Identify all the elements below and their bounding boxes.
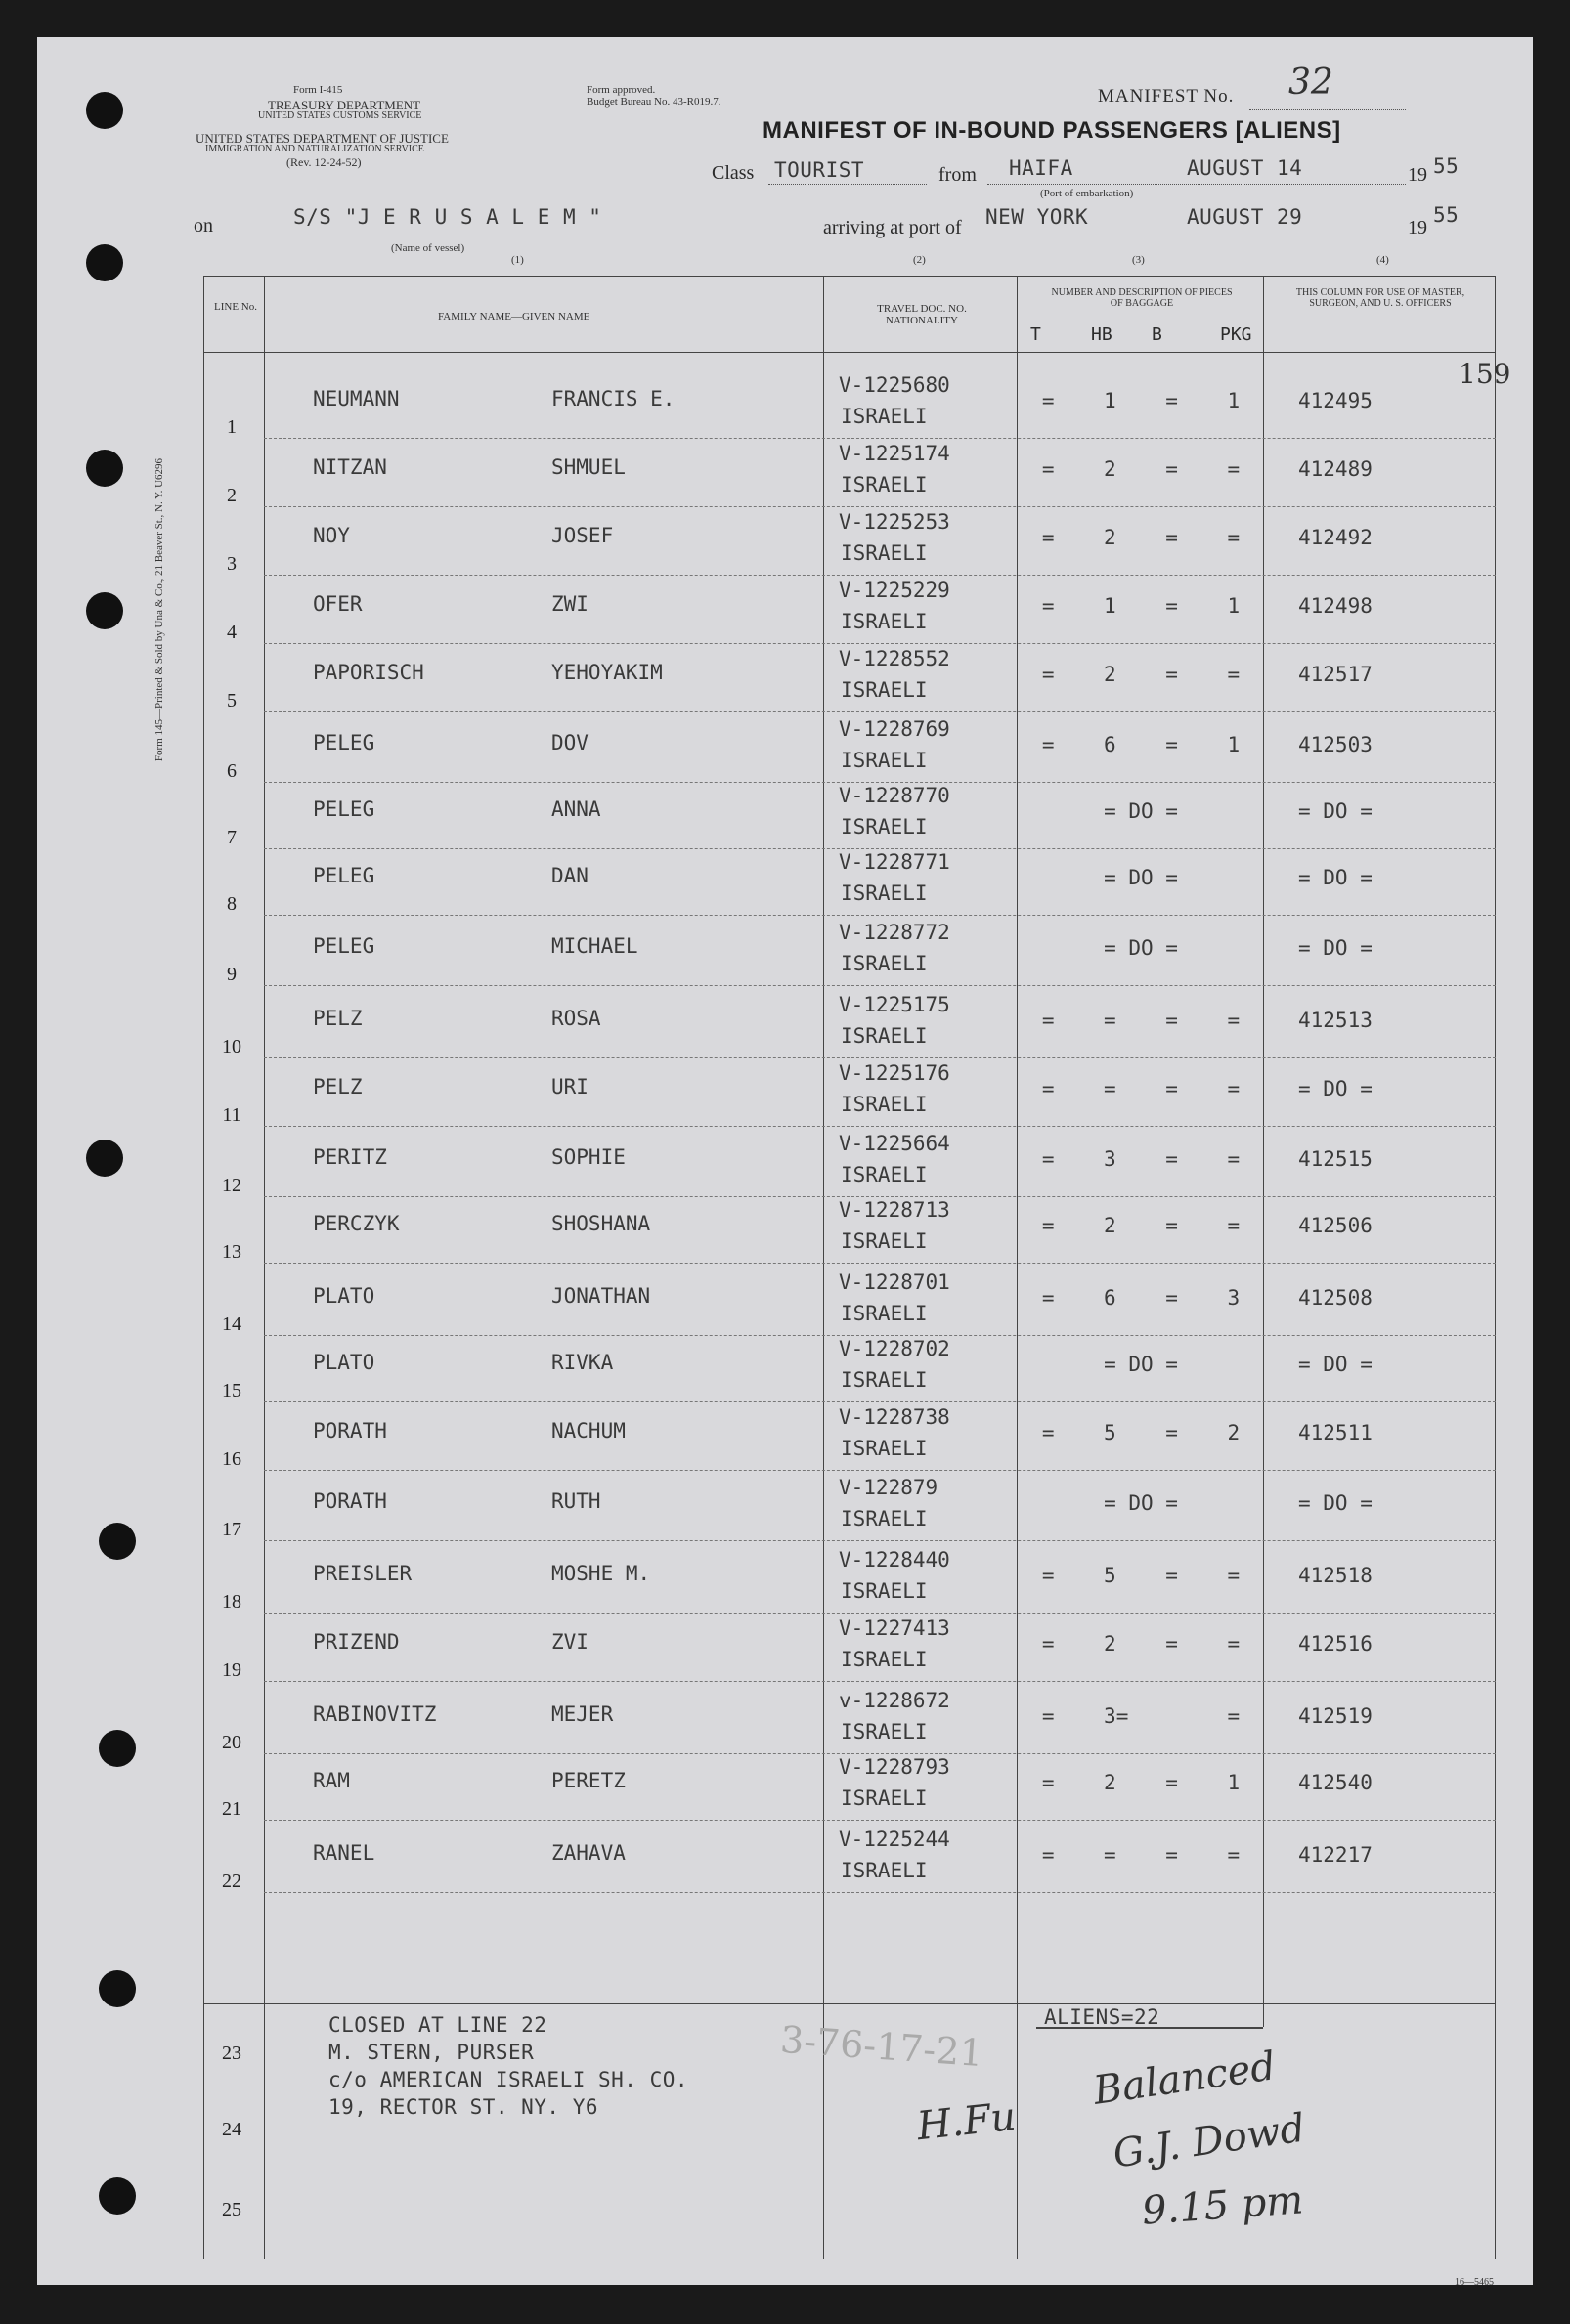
ins-service: IMMIGRATION AND NATURALIZATION SERVICE xyxy=(205,144,424,154)
col-num-1: (1) xyxy=(511,254,524,266)
family-name: PELEG xyxy=(313,797,375,821)
family-name: PAPORISCH xyxy=(313,661,424,684)
closing-line-3: c/o AMERICAN ISRAELI SH. CO. xyxy=(328,2068,689,2091)
arrival-port: NEW YORK xyxy=(985,205,1089,229)
closing-line-1: CLOSED AT LINE 22 xyxy=(328,2013,547,2037)
nationality: ISRAELI xyxy=(841,1229,928,1253)
given-name: MOSHE M. xyxy=(551,1562,651,1585)
nationality: ISRAELI xyxy=(841,473,928,496)
family-name: PLATO xyxy=(313,1284,375,1308)
signature-time: 9.15 pm xyxy=(1140,2177,1305,2234)
officer-entry: 412495 xyxy=(1298,389,1373,412)
nationality: ISRAELI xyxy=(841,610,928,633)
travel-doc-no: V-1228713 xyxy=(839,1198,950,1222)
nationality: ISRAELI xyxy=(841,1579,928,1603)
nationality: ISRAELI xyxy=(841,1163,928,1186)
vessel-caption: (Name of vessel) xyxy=(391,242,465,254)
baggage-pieces: = = = = xyxy=(1041,1009,1241,1032)
officer-entry: 412513 xyxy=(1298,1009,1373,1032)
signature-balanced: Balanced xyxy=(1090,2044,1279,2114)
baggage-sub-t: T xyxy=(1030,324,1041,345)
embarkation-date: AUGUST 14 xyxy=(1187,156,1303,180)
line-number: 22 xyxy=(222,1871,241,1892)
class-label: Class xyxy=(712,162,755,184)
line-number: 7 xyxy=(227,827,237,848)
travel-doc-no: V-1228738 xyxy=(839,1405,950,1429)
officer-entry: 412508 xyxy=(1298,1286,1373,1310)
given-name: YEHOYAKIM xyxy=(551,661,663,684)
travel-doc-no: V-1227413 xyxy=(839,1616,950,1640)
line-number: 10 xyxy=(222,1036,241,1057)
officer-entry: = DO = xyxy=(1298,936,1373,960)
given-name: ZWI xyxy=(551,592,589,616)
baggage-pieces: = 3 = = xyxy=(1041,1147,1241,1171)
given-name: DOV xyxy=(551,731,589,754)
manifest-no-value: 32 xyxy=(1288,63,1333,103)
travel-doc-no: V-1228552 xyxy=(839,647,950,670)
baggage-pieces: = 2 = = xyxy=(1041,1214,1241,1237)
family-name: NITZAN xyxy=(313,455,387,479)
given-name: RIVKA xyxy=(551,1351,614,1374)
binder-hole xyxy=(99,2177,136,2215)
given-name: JONATHAN xyxy=(551,1284,651,1308)
officer-entry: 412511 xyxy=(1298,1421,1373,1444)
travel-doc-no: V-1228701 xyxy=(839,1270,950,1294)
budget-bureau: Budget Bureau No. 43-R019.7. xyxy=(587,96,721,108)
family-name: PERCZYK xyxy=(313,1212,400,1235)
family-name: PELZ xyxy=(313,1007,363,1030)
given-name: FRANCIS E. xyxy=(551,387,676,410)
binder-hole xyxy=(86,92,123,129)
customs-service: UNITED STATES CUSTOMS SERVICE xyxy=(258,110,422,121)
line-number: 14 xyxy=(222,1313,241,1335)
arrival-year: 55 xyxy=(1433,203,1460,227)
officer-entry: 412516 xyxy=(1298,1632,1373,1656)
closing-line-2: M. STERN, PURSER xyxy=(328,2041,535,2064)
baggage-pieces: = 2 = 1 xyxy=(1041,1771,1241,1794)
nationality: ISRAELI xyxy=(841,815,928,839)
baggage-sub-pkg: PKG xyxy=(1220,324,1252,345)
vessel-name: S/S "J E R U S A L E M " xyxy=(293,205,602,229)
line-number: 19 xyxy=(222,1659,241,1681)
officer-entry: 412489 xyxy=(1298,457,1373,481)
travel-doc-no: V-1225680 xyxy=(839,373,950,397)
line-number: 17 xyxy=(222,1519,241,1540)
arrival-date: AUGUST 29 xyxy=(1187,205,1303,229)
line-number: 12 xyxy=(222,1175,241,1196)
travel-doc-no: V-1225229 xyxy=(839,579,950,602)
binder-hole xyxy=(86,1140,123,1177)
line-number-23: 23 xyxy=(222,2043,241,2064)
from-label: from xyxy=(938,164,977,186)
year-prefix: 19 xyxy=(1408,164,1427,186)
travel-doc-no: V-1225253 xyxy=(839,510,950,534)
port-embarkation-caption: (Port of embarkation) xyxy=(1040,188,1134,199)
baggage-pieces: = DO = xyxy=(1104,799,1178,823)
family-name: NOY xyxy=(313,524,350,547)
given-name: ZVI xyxy=(551,1630,589,1654)
form-revision: (Rev. 12-24-52) xyxy=(286,155,362,169)
nationality: ISRAELI xyxy=(841,1093,928,1116)
baggage-pieces: = 1 = 1 xyxy=(1041,594,1241,618)
baggage-sub-hb: HB xyxy=(1091,324,1112,345)
manifest-title: MANIFEST OF IN-BOUND PASSENGERS [ALIENS] xyxy=(763,117,1341,144)
family-name: PELEG xyxy=(313,731,375,754)
given-name: URI xyxy=(551,1075,589,1098)
baggage-pieces: = DO = xyxy=(1104,1353,1178,1376)
binder-hole xyxy=(86,244,123,281)
col-num-3: (3) xyxy=(1132,254,1145,266)
officer-entry: 412515 xyxy=(1298,1147,1373,1171)
given-name: DAN xyxy=(551,864,589,887)
form-approved: Form approved. xyxy=(587,84,656,96)
travel-doc-no: V-1228770 xyxy=(839,784,950,807)
line-number: 18 xyxy=(222,1591,241,1613)
nationality: ISRAELI xyxy=(841,1859,928,1882)
line-number-25: 25 xyxy=(222,2199,241,2220)
given-name: PERETZ xyxy=(551,1769,626,1792)
nationality: ISRAELI xyxy=(841,1507,928,1530)
line-number: 11 xyxy=(222,1104,241,1126)
binder-hole xyxy=(99,1523,136,1560)
line-number: 2 xyxy=(227,485,237,506)
officer-entry: = DO = xyxy=(1298,1353,1373,1376)
signature-initials: G.J. Dowd xyxy=(1110,2105,1308,2177)
header-line-no: LINE No. xyxy=(214,301,257,313)
nationality: ISRAELI xyxy=(841,1302,928,1325)
family-name: PORATH xyxy=(313,1489,387,1513)
baggage-pieces: = = = = xyxy=(1041,1843,1241,1867)
nationality: ISRAELI xyxy=(841,1024,928,1048)
baggage-sub-b: B xyxy=(1152,324,1162,345)
baggage-pieces: = = = = xyxy=(1041,1077,1241,1100)
line-number: 13 xyxy=(222,1241,241,1263)
nationality: ISRAELI xyxy=(841,1648,928,1671)
line-number: 6 xyxy=(227,760,237,782)
given-name: ANNA xyxy=(551,797,601,821)
family-name: RABINOVITZ xyxy=(313,1702,437,1726)
line-number-24: 24 xyxy=(222,2119,241,2140)
travel-doc-no: V-122879 xyxy=(839,1476,938,1499)
footer-code: 16—5465 xyxy=(1455,2277,1494,2288)
year-prefix-arrival: 19 xyxy=(1408,217,1427,238)
line-number: 15 xyxy=(222,1380,241,1401)
travel-doc-no: V-1225175 xyxy=(839,993,950,1016)
officer-entry: 412519 xyxy=(1298,1704,1373,1728)
given-name: SOPHIE xyxy=(551,1145,626,1169)
aliens-total: ALIENS=22 xyxy=(1044,2005,1160,2029)
manifest-page xyxy=(37,37,1533,2288)
officer-entry: = DO = xyxy=(1298,1077,1373,1100)
baggage-pieces: = 5 = 2 xyxy=(1041,1421,1241,1444)
baggage-pieces: = DO = xyxy=(1104,866,1178,889)
travel-doc-no: V-1228702 xyxy=(839,1337,950,1360)
nationality: ISRAELI xyxy=(841,882,928,905)
nationality: ISRAELI xyxy=(841,749,928,772)
family-name: PORATH xyxy=(313,1419,387,1442)
justice-dept: UNITED STATES DEPARTMENT OF JUSTICE xyxy=(196,131,449,146)
header-travel-doc: TRAVEL DOC. NO. NATIONALITY xyxy=(877,303,967,326)
nationality: ISRAELI xyxy=(841,1720,928,1743)
nationality: ISRAELI xyxy=(841,678,928,702)
nationality: ISRAELI xyxy=(841,1786,928,1810)
on-label: on xyxy=(194,215,213,237)
baggage-pieces: = 3= = xyxy=(1041,1704,1241,1728)
travel-doc-no: v-1228672 xyxy=(839,1689,950,1712)
family-name: PLATO xyxy=(313,1351,375,1374)
date-stamp: 3-76-17-21 xyxy=(778,2017,985,2076)
binder-hole xyxy=(99,1970,136,2007)
col-num-4: (4) xyxy=(1376,254,1389,266)
officer-entry: 412498 xyxy=(1298,594,1373,618)
travel-doc-no: V-1225664 xyxy=(839,1132,950,1155)
line-number: 8 xyxy=(227,893,237,915)
line-number: 3 xyxy=(227,553,237,575)
baggage-pieces: = 2 = = xyxy=(1041,663,1241,686)
family-name: PELEG xyxy=(313,864,375,887)
embarkation-year: 55 xyxy=(1433,154,1460,178)
margin-note: 159 xyxy=(1459,358,1511,390)
given-name: MEJER xyxy=(551,1702,614,1726)
binder-hole xyxy=(86,592,123,629)
officer-entry: = DO = xyxy=(1298,866,1373,889)
family-name: NEUMANN xyxy=(313,387,400,410)
line-number: 20 xyxy=(222,1732,241,1753)
given-name: SHOSHANA xyxy=(551,1212,651,1235)
officer-entry: 412517 xyxy=(1298,663,1373,686)
baggage-pieces: = 1 = 1 xyxy=(1041,389,1241,412)
baggage-pieces: = 2 = = xyxy=(1041,457,1241,481)
officer-entry: 412506 xyxy=(1298,1214,1373,1237)
line-number: 5 xyxy=(227,690,237,711)
family-name: OFER xyxy=(313,592,363,616)
nationality: ISRAELI xyxy=(841,1437,928,1460)
travel-doc-no: V-1225174 xyxy=(839,442,950,465)
manifest-table xyxy=(203,276,1496,2259)
given-name: JOSEF xyxy=(551,524,614,547)
travel-doc-no: V-1228440 xyxy=(839,1548,950,1571)
family-name: PRIZEND xyxy=(313,1630,400,1654)
officer-entry: = DO = xyxy=(1298,1491,1373,1515)
treasury-dept: TREASURY DEPARTMENT xyxy=(268,98,421,112)
printer-side-text: Form 145—Printed & Sold by Una & Co., 21 Beaver St., N. Y. U6296 xyxy=(153,457,165,762)
officer-entry: = DO = xyxy=(1298,799,1373,823)
nationality: ISRAELI xyxy=(841,541,928,565)
travel-doc-no: V-1228793 xyxy=(839,1755,950,1779)
family-name: PERITZ xyxy=(313,1145,387,1169)
port-embarkation: HAIFA xyxy=(1009,156,1073,180)
given-name: ZAHAVA xyxy=(551,1841,626,1865)
baggage-pieces: = 6 = 1 xyxy=(1041,733,1241,756)
line-number: 9 xyxy=(227,964,237,985)
given-name: ROSA xyxy=(551,1007,601,1030)
header-officers: THIS COLUMN FOR USE OF MASTER, SURGEON, AND U. S. OFFICERS xyxy=(1295,287,1465,309)
closing-line-4: 19, RECTOR ST. NY. Y6 xyxy=(328,2095,599,2119)
baggage-pieces: = DO = xyxy=(1104,936,1178,960)
baggage-pieces: = 6 = 3 xyxy=(1041,1286,1241,1310)
class-value: TOURIST xyxy=(774,158,865,182)
family-name: RANEL xyxy=(313,1841,375,1865)
given-name: MICHAEL xyxy=(551,934,638,958)
travel-doc-no: V-1228771 xyxy=(839,850,950,874)
given-name: NACHUM xyxy=(551,1419,626,1442)
officer-entry: 412492 xyxy=(1298,526,1373,549)
given-name: SHMUEL xyxy=(551,455,626,479)
nationality: ISRAELI xyxy=(841,405,928,428)
line-number: 4 xyxy=(227,622,237,643)
nationality: ISRAELI xyxy=(841,1368,928,1392)
travel-doc-no: V-1225244 xyxy=(839,1828,950,1851)
travel-doc-no: V-1225176 xyxy=(839,1061,950,1085)
header-name: FAMILY NAME—GIVEN NAME xyxy=(438,311,590,323)
form-number: Form I-415 xyxy=(293,84,343,96)
officer-entry: 412503 xyxy=(1298,733,1373,756)
header-baggage: NUMBER AND DESCRIPTION OF PIECES OF BAGGAGE xyxy=(1051,287,1233,309)
line-number: 21 xyxy=(222,1798,241,1820)
signature-mark: H.Fu xyxy=(914,2093,1019,2150)
given-name: RUTH xyxy=(551,1489,601,1513)
travel-doc-no: V-1228769 xyxy=(839,717,950,741)
nationality: ISRAELI xyxy=(841,952,928,975)
family-name: PELZ xyxy=(313,1075,363,1098)
officer-entry: 412217 xyxy=(1298,1843,1373,1867)
baggage-pieces: = DO = xyxy=(1104,1491,1178,1515)
arriving-label: arriving at port of xyxy=(823,217,962,238)
manifest-no-label: MANIFEST No. xyxy=(1098,86,1235,107)
travel-doc-no: V-1228772 xyxy=(839,921,950,944)
col-num-2: (2) xyxy=(913,254,926,266)
binder-hole xyxy=(99,1730,136,1767)
baggage-pieces: = 2 = = xyxy=(1041,526,1241,549)
baggage-pieces: = 2 = = xyxy=(1041,1632,1241,1656)
officer-entry: 412540 xyxy=(1298,1771,1373,1794)
baggage-pieces: = 5 = = xyxy=(1041,1564,1241,1587)
line-number: 1 xyxy=(227,416,237,438)
family-name: PREISLER xyxy=(313,1562,413,1585)
family-name: PELEG xyxy=(313,934,375,958)
family-name: RAM xyxy=(313,1769,350,1792)
officer-entry: 412518 xyxy=(1298,1564,1373,1587)
line-number: 16 xyxy=(222,1448,241,1470)
binder-hole xyxy=(86,450,123,487)
